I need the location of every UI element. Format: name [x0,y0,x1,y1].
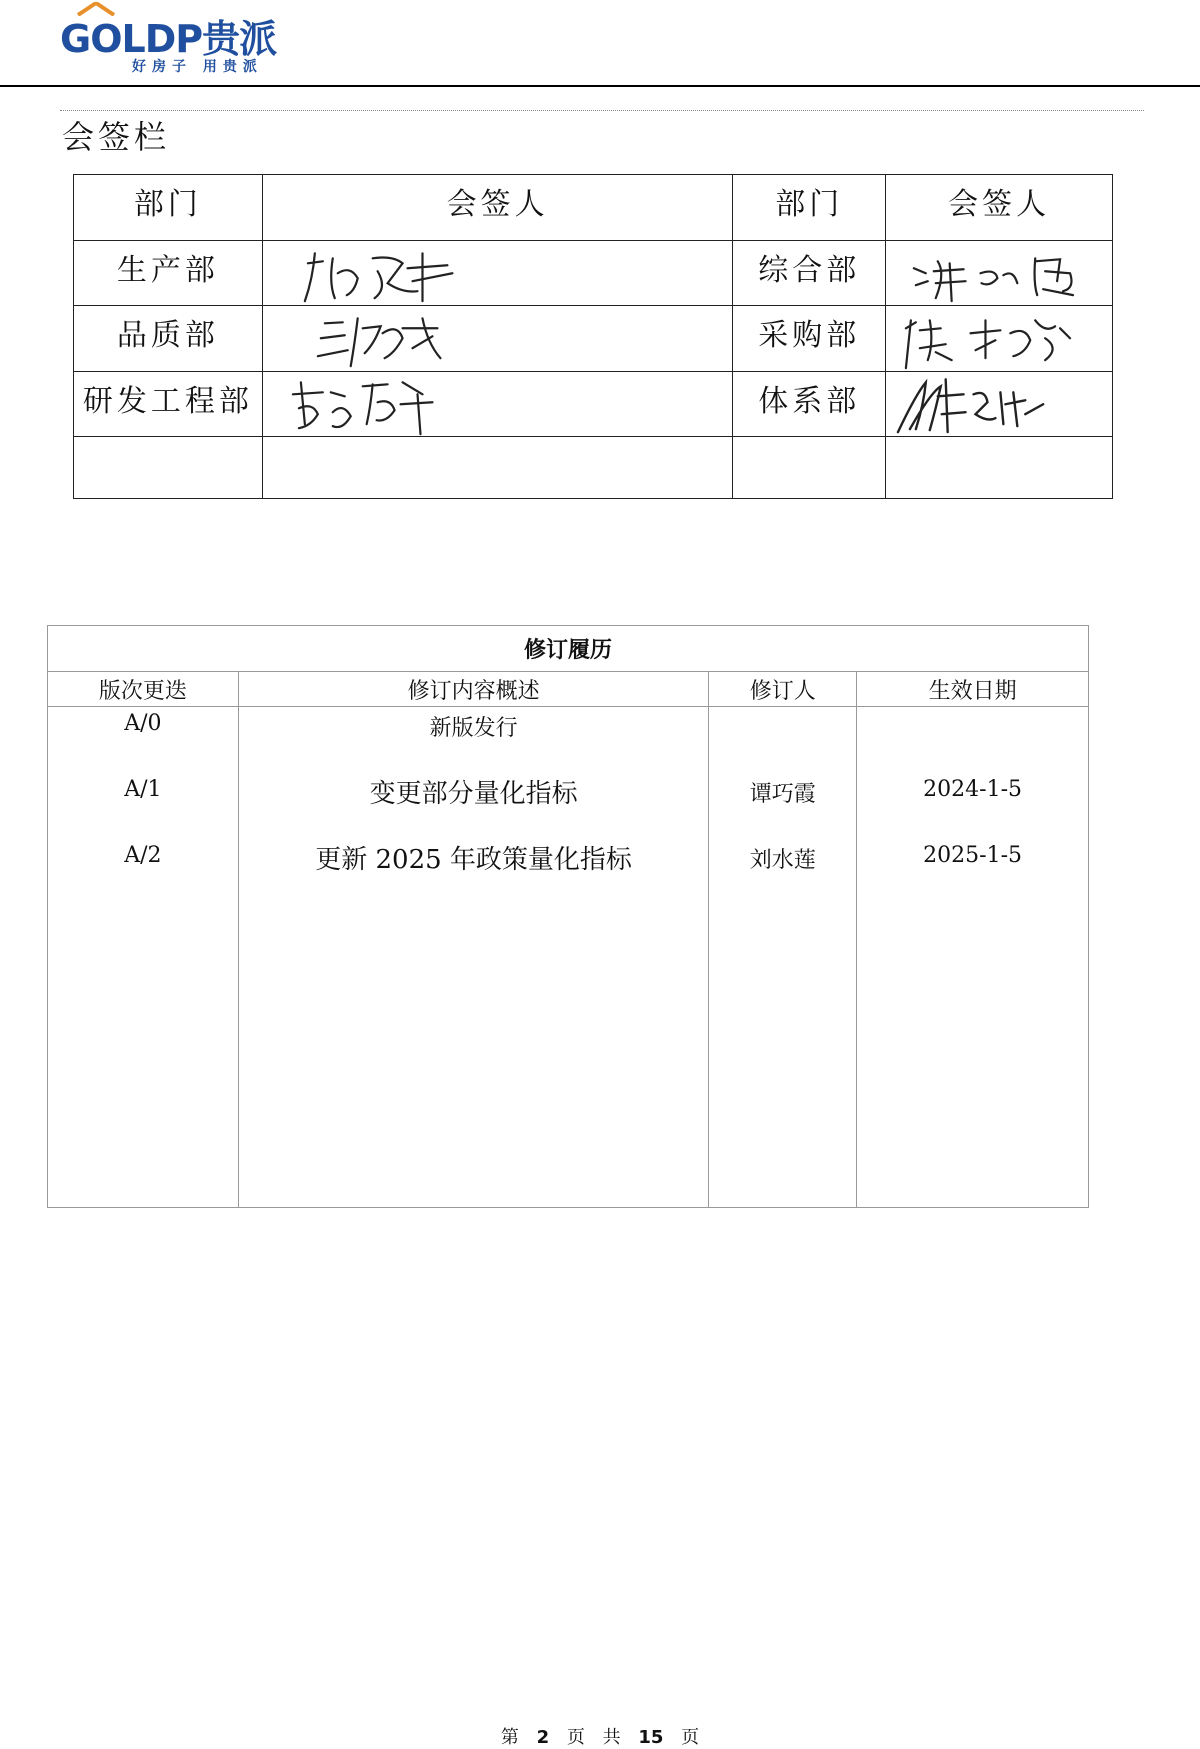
reviser-cell: 谭巧霞 [749,782,816,807]
page-counter-label: 页 [566,1727,585,1748]
handwritten-signature [263,241,733,306]
page-total: 15 [638,1727,664,1748]
logo-wordmark: GOLDP贵派 [60,17,277,61]
countersign-title: 会签栏 [62,118,171,156]
dept-cell [733,437,886,499]
header-rule [0,85,1200,87]
date-cell: 2024-1-5 [923,777,1023,802]
content-column [238,707,709,1208]
signature-cell [262,437,733,499]
logo-slogan: 好房子 用贵派 [132,59,263,75]
header-content: 修订内容概述 [238,672,709,707]
reviser-cell: 刘水莲 [749,848,816,873]
dept-cell [74,437,263,499]
handwritten-signature [263,306,733,371]
version-cell: A/1 [124,777,162,802]
header-dept-left: 部门 [74,175,263,241]
dept-cell: 综合部 [733,240,886,306]
page-counter [0,1723,1200,1749]
version-cell: A/2 [124,843,162,868]
header-signer-right: 会签人 [886,175,1113,241]
handwritten-signature [263,372,733,437]
header-dotted-divider [60,110,1144,111]
dept-cell: 生产部 [74,240,263,306]
revision-history-table [47,625,1089,1208]
countersign-row [74,306,1113,372]
content-cell: 更新 2025 年政策量化指标 [315,845,632,875]
header-reviser: 修订人 [709,672,857,707]
version-cell: A/0 [124,711,162,736]
signature-cell [262,240,733,306]
content-cell: 变更部分量化指标 [369,779,578,809]
handwritten-signature [886,241,1112,306]
signature-cell [262,371,733,437]
handwritten-signature [886,372,1112,437]
header-dept-right: 部门 [733,175,886,241]
page-counter-suffix: 页 [681,1727,700,1748]
header-version: 版次更迭 [48,672,239,707]
countersign-row [74,240,1113,306]
signature-cell [886,240,1113,306]
revision-title-row [48,626,1089,672]
signature-cell [886,371,1113,437]
version-column [48,707,239,1208]
dept-cell: 采购部 [733,306,886,372]
dept-cell: 研发工程部 [74,371,263,437]
date-cell: 2025-1-5 [923,843,1023,868]
signature-cell [886,437,1113,499]
countersign-header-row [74,175,1113,241]
revision-body-row [48,707,1089,1208]
handwritten-signature [886,306,1112,371]
page-counter-prefix: 第 [500,1727,519,1748]
revision-title: 修订履历 [48,626,1089,672]
company-logo [60,2,296,74]
dept-cell: 品质部 [74,306,263,372]
content-cell: 新版发行 [429,716,518,741]
reviser-column [709,707,857,1208]
header-signer-left: 会签人 [262,175,733,241]
signature-cell [886,306,1113,372]
countersign-table [73,174,1113,499]
page-counter-total-label: 共 [602,1727,621,1748]
date-column [857,707,1089,1208]
signature-cell [262,306,733,372]
page-number: 2 [536,1727,550,1748]
header-date: 生效日期 [857,672,1089,707]
countersign-row-empty [74,437,1113,499]
dept-cell: 体系部 [733,371,886,437]
revision-header-row [48,672,1089,707]
countersign-row [74,371,1113,437]
